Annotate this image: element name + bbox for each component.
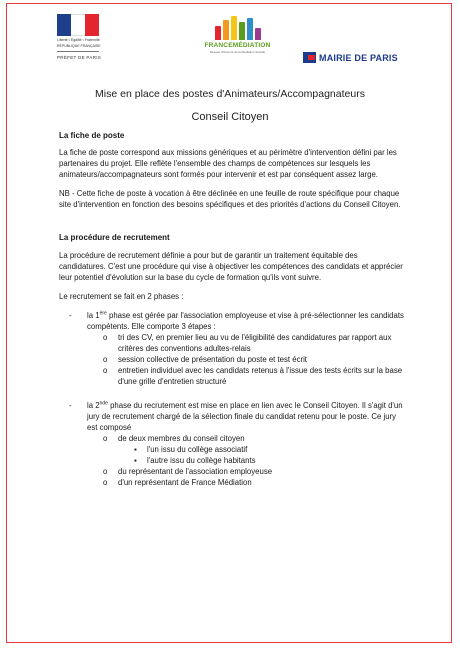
circle-bullet: o [103,366,108,375]
list-item-phase2 [87,400,427,411]
member1: de deux membres du conseil citoyen [118,434,245,443]
prefet-label: PRÉFET DE PARIS [57,54,102,60]
france-mediation-subtitle: Réseau d'Acteurs de la Médiation Sociale [209,50,266,54]
circle-bullet: o [103,478,108,487]
mairie-de-paris-label: MAIRIE DE PARIS [319,52,398,63]
phase2-prefix: la 2 [87,401,100,410]
paris-flag-icon [303,52,316,63]
mairie-de-paris-logo [303,51,413,64]
phase2-text: phase du recrutement est mise en place en lien avec le Conseil Citoyen. Il s'agit d'un [107,401,403,410]
phase2-line2: jury de recrutement chargé de la sélection finale du candidat retenu pour le poste. Ce jury [87,412,397,421]
dash-bullet: - [69,311,72,320]
republic-label: RÉPUBLIQUE FRANÇAISE [57,44,101,48]
dash-bullet: - [69,401,72,410]
document-subtitle: Conseil Citoyen [191,111,269,123]
france-mediation-title: FRANCEMÉDIATION [204,42,271,49]
phase1-line2: compétents. Elle comporte 3 étapes : [87,322,216,331]
square-bullet: ▪ [134,456,137,465]
paragraph-fiche-line1: La fiche de poste correspond aux missions génériques et au périmètre d'intervention défini par les [59,148,397,157]
phase2-line3: est composé [87,423,132,432]
step2-line1: session collective de présentation du poste et test écrit [118,355,307,364]
phase1-prefix: la 1 [87,311,100,320]
paragraph-fiche-line2: partenaires du projet. Elle reflète l'ensemble des champs de compétences sur lesquels les [59,159,371,168]
circle-bullet: o [103,467,108,476]
sub-member2: l'autre issu du collège habitants [147,456,256,465]
step3-line1: entretien individuel avec les candidats retenus à l'issue des tests écrits sur la base [118,366,403,375]
france-mediation-logo [190,15,285,54]
paragraph-phases-intro: Le recrutement se fait en 2 phases : [59,292,184,301]
logo-divider [57,51,99,52]
page-frame [6,3,452,643]
phase2-superscript: nde [99,400,108,407]
member3: d'un représentant de France Médiation [118,478,252,487]
prefet-de-paris-logo [57,14,117,60]
step3-line2: d'une grille d'entretien structuré [118,377,227,386]
section-heading-procedure: La procédure de recrutement [59,233,170,242]
sub-member1: l'un issu du collège associatif [147,445,248,454]
paragraph-procedure-line2: candidatures. C'est une procédure qui vise à objectiver les compétences des candidats et apprécier [59,262,403,271]
square-bullet: ▪ [134,445,137,454]
member2: du représentant de l'association employeuse [118,467,273,476]
paragraph-fiche-line3: animateurs/accompagnateurs sont formés pour intervenir et est par conséquent assez large. [59,170,378,179]
marianne-flag-icon [57,14,99,36]
circle-bullet: o [103,333,108,342]
circle-bullet: o [103,355,108,364]
phase1-superscript: ère [99,310,107,317]
section-heading-fiche-de-poste: La fiche de poste [59,131,125,140]
city-buildings-icon [190,15,285,40]
paragraph-procedure-line1: La procédure de recrutement définie a pour but de garantir un traitement équitable des [59,251,358,260]
paragraph-nb-line1: NB - Cette fiche de poste à vocation à être déclinée en une feuille de route spécifique pour chaque [59,189,400,198]
republic-motto: Liberté • Égalité • Fraternité [57,38,100,42]
document-title: Mise en place des postes d'Animateurs/Accompagnateurs [95,88,365,100]
list-item-phase1 [87,310,427,321]
paragraph-nb-line2: site d'intervention en fonction des besoins spécifiques et des priorités d'actions du Conseil Citoyen. [59,200,401,209]
circle-bullet: o [103,434,108,443]
phase1-text: phase est gérée par l'association employeuse et vise à pré-sélectionner les candidats [106,311,404,320]
step1-line2: critères des conventions adultes-relais [118,344,251,353]
step1-line1: tri des CV, en premier lieu au vu de l'éligibilité des candidatures par rapport aux [118,333,392,342]
paragraph-procedure-line3: leur potentiel d'évolution sur la base du cycle de formation qu'ils vont suivre. [59,273,322,282]
